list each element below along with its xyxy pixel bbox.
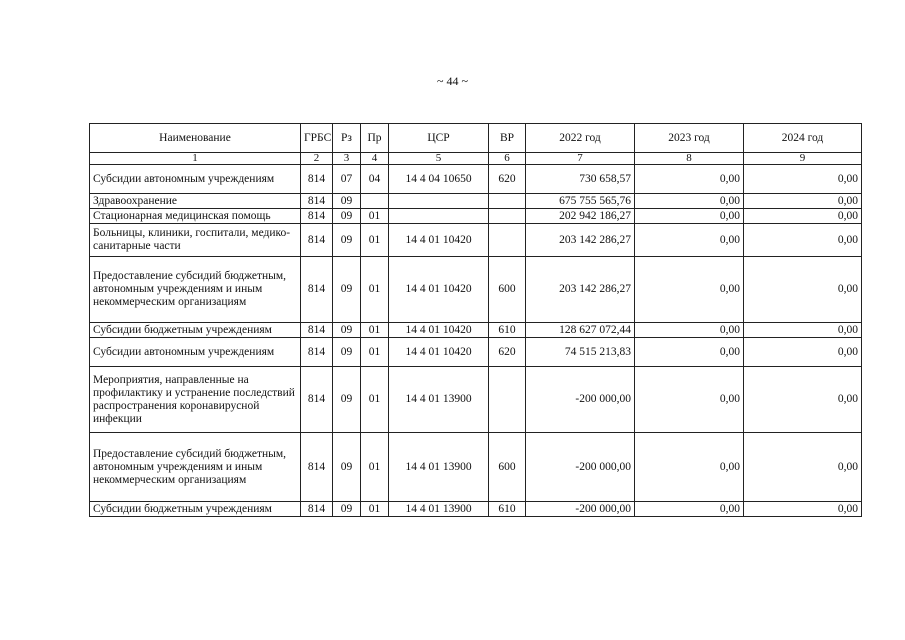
row-2022: 202 942 186,27 <box>526 209 635 224</box>
row-vr: 610 <box>489 323 526 338</box>
row-2022: 128 627 072,44 <box>526 323 635 338</box>
column-number: 2 <box>301 153 333 165</box>
row-grbs: 814 <box>301 194 333 209</box>
row-vr: 620 <box>489 338 526 367</box>
row-rz: 07 <box>333 165 361 194</box>
row-grbs: 814 <box>301 433 333 502</box>
column-number: 5 <box>389 153 489 165</box>
row-csr: 14 4 01 10420 <box>389 338 489 367</box>
column-number: 1 <box>90 153 301 165</box>
row-rz: 09 <box>333 433 361 502</box>
row-pr: 01 <box>361 433 389 502</box>
row-csr <box>389 209 489 224</box>
row-pr: 04 <box>361 165 389 194</box>
row-2024: 0,00 <box>744 323 862 338</box>
header-2022: 2022 год <box>526 124 635 153</box>
row-csr <box>389 194 489 209</box>
table-row <box>90 224 862 257</box>
row-2022: -200 000,00 <box>526 433 635 502</box>
row-pr: 01 <box>361 209 389 224</box>
column-number: 8 <box>635 153 744 165</box>
row-name: Субсидии бюджетным учреждениям <box>90 502 301 517</box>
row-rz: 09 <box>333 367 361 433</box>
row-grbs: 814 <box>301 338 333 367</box>
row-2022: -200 000,00 <box>526 367 635 433</box>
row-rz: 09 <box>333 194 361 209</box>
row-2023: 0,00 <box>635 367 744 433</box>
row-2023: 0,00 <box>635 323 744 338</box>
table-row <box>90 433 862 502</box>
column-number: 9 <box>744 153 862 165</box>
header-name: Наименование <box>90 124 301 153</box>
row-grbs: 814 <box>301 224 333 257</box>
row-2023: 0,00 <box>635 209 744 224</box>
row-rz: 09 <box>333 224 361 257</box>
row-name: Предоставление субсидий бюджетным, автономным учреждениям и иным некоммерческим организациям <box>90 433 301 502</box>
row-2022: -200 000,00 <box>526 502 635 517</box>
row-pr: 01 <box>361 338 389 367</box>
row-pr: 01 <box>361 502 389 517</box>
row-csr: 14 4 04 10650 <box>389 165 489 194</box>
header-csr: ЦСР <box>389 124 489 153</box>
header-pr: Пр <box>361 124 389 153</box>
table-row <box>90 323 862 338</box>
row-name: Стационарная медицинская помощь <box>90 209 301 224</box>
header-2024: 2024 год <box>744 124 862 153</box>
row-2022: 675 755 565,76 <box>526 194 635 209</box>
header-rz: Рз <box>333 124 361 153</box>
row-grbs: 814 <box>301 323 333 338</box>
column-number: 3 <box>333 153 361 165</box>
row-2023: 0,00 <box>635 502 744 517</box>
row-vr <box>489 224 526 257</box>
column-number: 6 <box>489 153 526 165</box>
row-2022: 203 142 286,27 <box>526 257 635 323</box>
row-2024: 0,00 <box>744 209 862 224</box>
row-2024: 0,00 <box>744 165 862 194</box>
header-grbs: ГРБС <box>301 124 333 153</box>
row-2024: 0,00 <box>744 502 862 517</box>
row-2024: 0,00 <box>744 338 862 367</box>
row-2022: 74 515 213,83 <box>526 338 635 367</box>
row-name: Субсидии автономным учреждениям <box>90 165 301 194</box>
row-grbs: 814 <box>301 367 333 433</box>
row-vr <box>489 194 526 209</box>
row-name: Здравоохранение <box>90 194 301 209</box>
row-name: Мероприятия, направленные на профилактику и устранение последствий распространения коронавирусной инфекции <box>90 367 301 433</box>
row-pr: 01 <box>361 323 389 338</box>
column-number: 4 <box>361 153 389 165</box>
table-row <box>90 257 862 323</box>
row-rz: 09 <box>333 502 361 517</box>
row-name: Субсидии автономным учреждениям <box>90 338 301 367</box>
row-rz: 09 <box>333 257 361 323</box>
column-number-row <box>90 153 862 165</box>
header-2023: 2023 год <box>635 124 744 153</box>
row-grbs: 814 <box>301 165 333 194</box>
row-rz: 09 <box>333 338 361 367</box>
row-csr: 14 4 01 13900 <box>389 367 489 433</box>
row-2022: 730 658,57 <box>526 165 635 194</box>
header-row <box>90 124 862 153</box>
row-vr: 600 <box>489 433 526 502</box>
row-vr: 600 <box>489 257 526 323</box>
page-number: ~ 44 ~ <box>437 74 468 88</box>
row-vr: 620 <box>489 165 526 194</box>
row-2024: 0,00 <box>744 433 862 502</box>
header-vr: ВР <box>489 124 526 153</box>
row-csr: 14 4 01 10420 <box>389 257 489 323</box>
row-pr: 01 <box>361 367 389 433</box>
row-2024: 0,00 <box>744 224 862 257</box>
table-row <box>90 194 862 209</box>
row-2024: 0,00 <box>744 367 862 433</box>
row-csr: 14 4 01 10420 <box>389 323 489 338</box>
row-csr: 14 4 01 10420 <box>389 224 489 257</box>
budget-table <box>89 123 862 517</box>
row-vr: 610 <box>489 502 526 517</box>
table-row <box>90 209 862 224</box>
row-2023: 0,00 <box>635 433 744 502</box>
column-number: 7 <box>526 153 635 165</box>
row-2023: 0,00 <box>635 338 744 367</box>
row-grbs: 814 <box>301 209 333 224</box>
row-grbs: 814 <box>301 257 333 323</box>
row-csr: 14 4 01 13900 <box>389 433 489 502</box>
row-csr: 14 4 01 13900 <box>389 502 489 517</box>
row-pr: 01 <box>361 224 389 257</box>
row-vr <box>489 209 526 224</box>
table-row <box>90 367 862 433</box>
row-2023: 0,00 <box>635 224 744 257</box>
row-vr <box>489 367 526 433</box>
table-row <box>90 165 862 194</box>
row-2023: 0,00 <box>635 165 744 194</box>
row-2024: 0,00 <box>744 194 862 209</box>
row-name: Субсидии бюджетным учреждениям <box>90 323 301 338</box>
row-grbs: 814 <box>301 502 333 517</box>
table-row <box>90 502 862 517</box>
row-2023: 0,00 <box>635 194 744 209</box>
row-pr <box>361 194 389 209</box>
row-rz: 09 <box>333 323 361 338</box>
row-2023: 0,00 <box>635 257 744 323</box>
row-rz: 09 <box>333 209 361 224</box>
row-name: Предоставление субсидий бюджетным, автономным учреждениям и иным некоммерческим организациям <box>90 257 301 323</box>
row-pr: 01 <box>361 257 389 323</box>
row-2024: 0,00 <box>744 257 862 323</box>
row-name: Больницы, клиники, госпитали, медико-санитарные части <box>90 224 301 257</box>
row-2022: 203 142 286,27 <box>526 224 635 257</box>
table-row <box>90 338 862 367</box>
